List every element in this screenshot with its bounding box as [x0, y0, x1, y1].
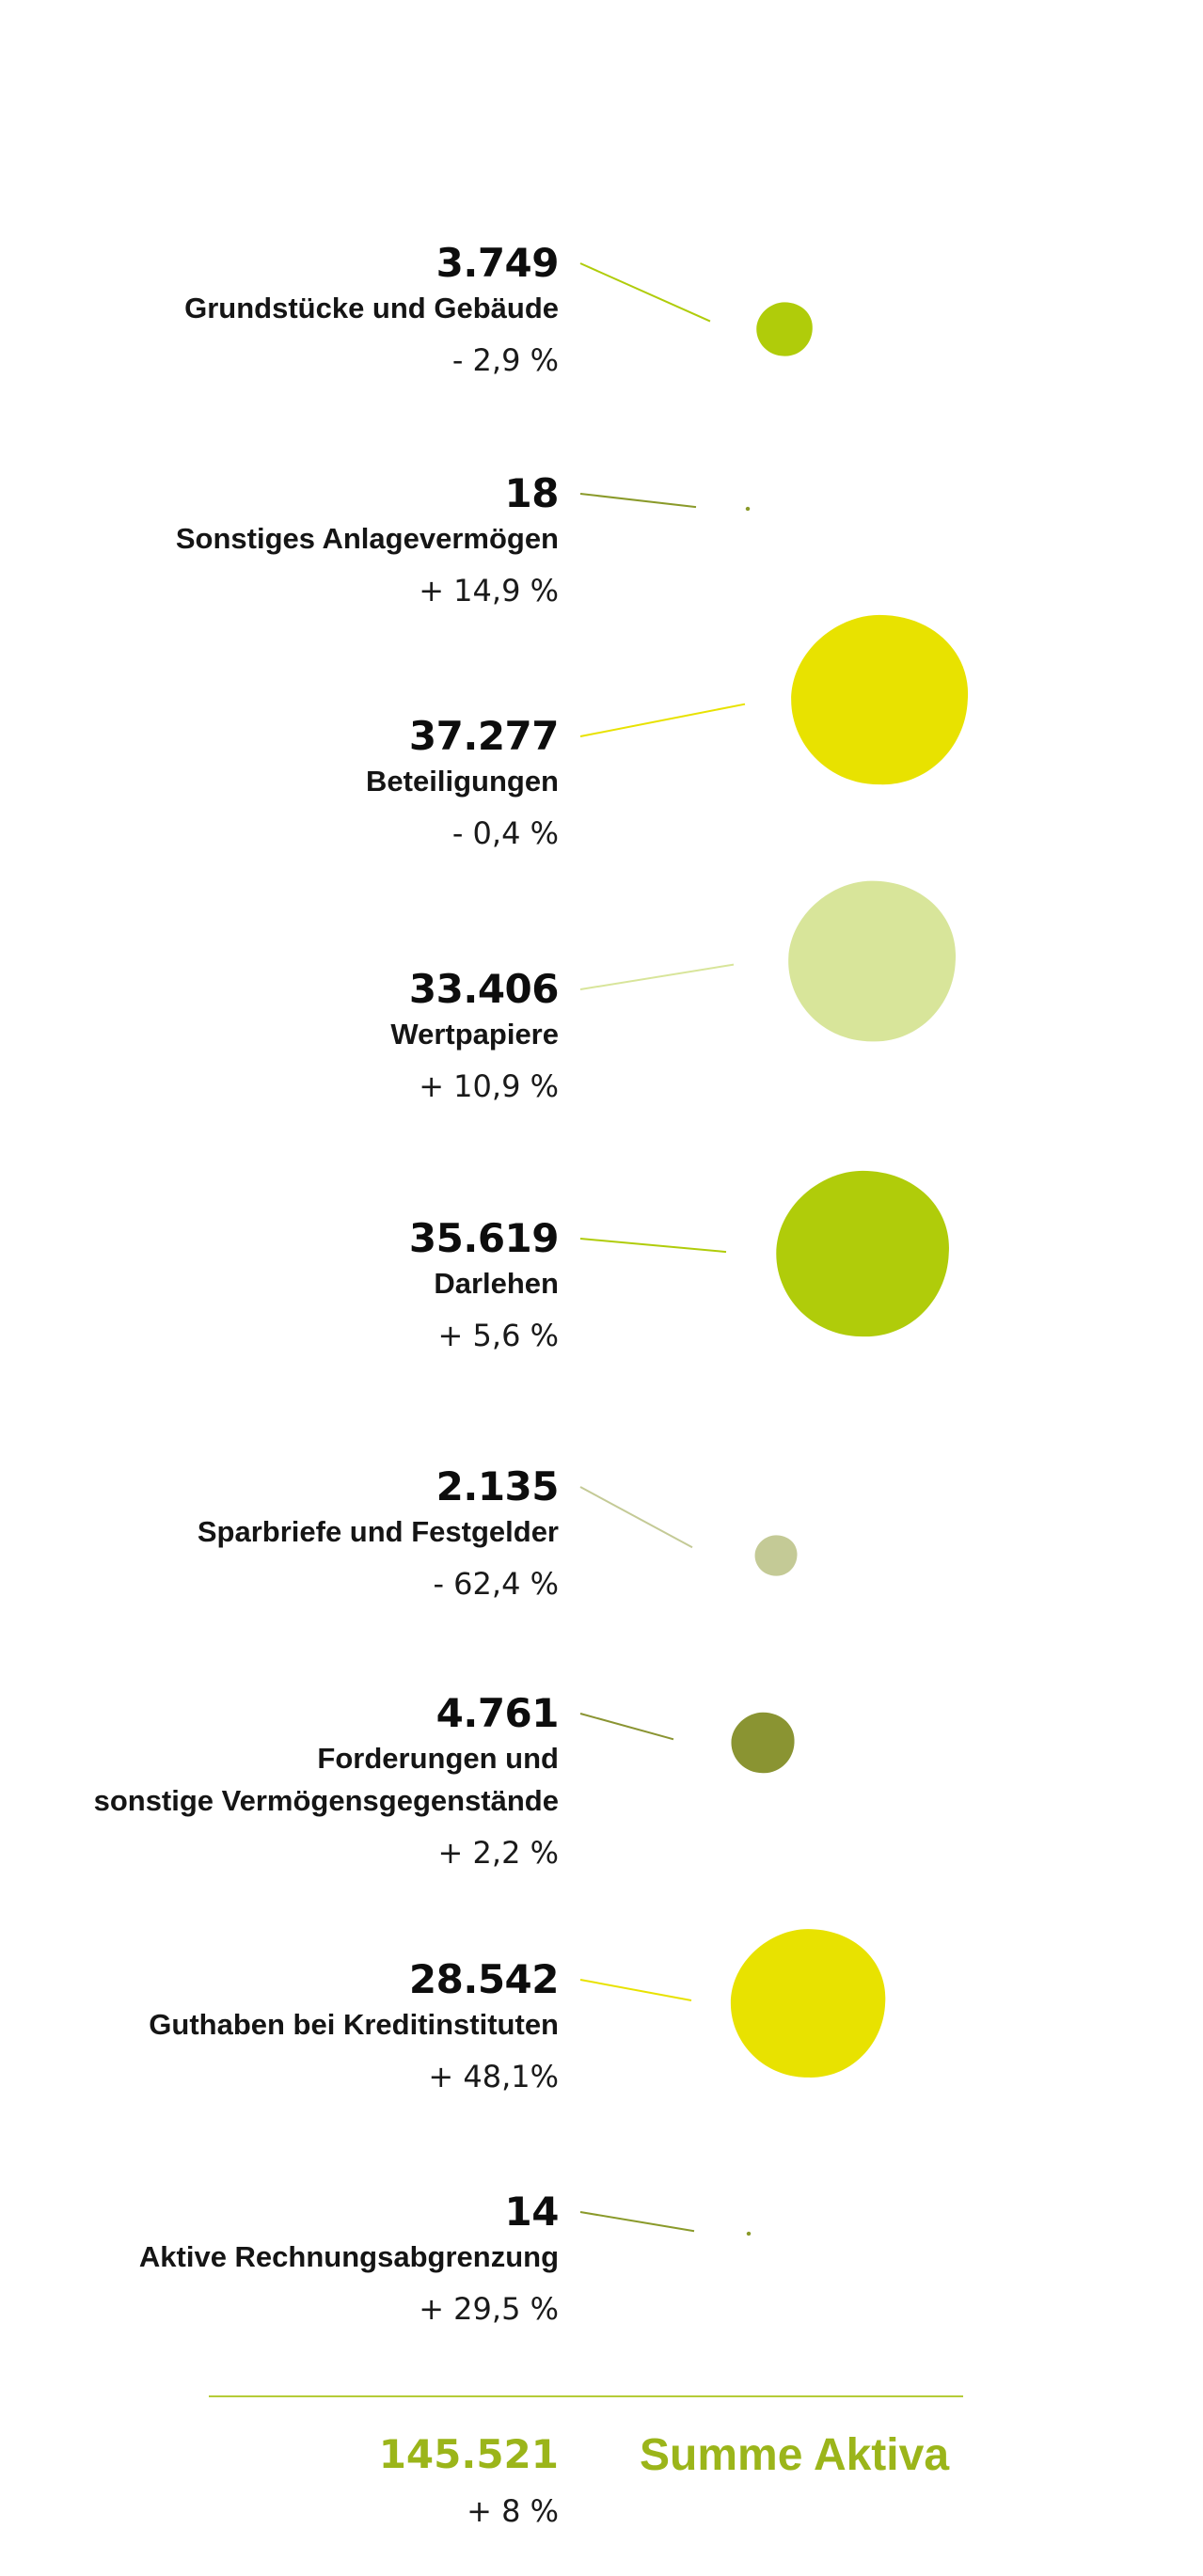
item-3 — [390, 966, 559, 1108]
item-value: 33.406 — [408, 966, 559, 1012]
item-value: 4.761 — [435, 1690, 559, 1736]
connector-line — [580, 704, 745, 736]
total-value: 145.521 — [378, 2431, 559, 2477]
item-change: - 0,4 % — [451, 815, 559, 851]
total-block — [379, 2431, 559, 2533]
item-label: Grundstücke und Gebäude — [184, 292, 559, 324]
connector-line — [580, 263, 710, 322]
connector-line — [580, 1714, 673, 1739]
total-label: Summe Aktiva — [640, 2430, 950, 2480]
total-change: + 8 % — [467, 2493, 559, 2529]
connector-lines — [580, 263, 745, 2231]
item-1 — [176, 470, 559, 612]
bubble — [755, 1535, 798, 1575]
item-5 — [198, 1463, 559, 1605]
bubble — [731, 1929, 885, 2078]
item-7 — [149, 1956, 559, 2098]
item-change: + 5,6 % — [437, 1318, 559, 1353]
bubble — [747, 2232, 751, 2236]
item-2 — [366, 713, 559, 855]
item-label: Darlehen — [434, 1267, 559, 1300]
bubbles — [731, 302, 968, 2236]
connector-line — [580, 1980, 691, 2000]
item-change: - 62,4 % — [433, 1566, 559, 1602]
connector-line — [580, 494, 696, 507]
item-change: + 2,2 % — [437, 1835, 559, 1871]
item-0 — [184, 240, 559, 382]
item-value: 37.277 — [408, 713, 559, 759]
item-change: + 10,9 % — [419, 1068, 559, 1104]
item-4 — [409, 1215, 559, 1357]
item-label: Sonstiges Anlagevermögen — [175, 522, 559, 555]
item-label: Wertpapiere — [390, 1018, 559, 1051]
item-label: Sparbriefe und Festgelder — [197, 1515, 559, 1548]
bubble — [788, 881, 956, 1042]
item-label: Aktive Rechnungsabgrenzung — [138, 2240, 559, 2273]
item-value: 3.749 — [435, 240, 559, 286]
connector-line — [580, 965, 734, 989]
item-label: Forderungen und sonstige Vermögensgegenstände — [93, 1742, 559, 1817]
item-value: 35.619 — [408, 1215, 559, 1261]
item-change: - 2,9 % — [451, 342, 559, 378]
bubble — [756, 302, 813, 356]
bubble — [791, 615, 968, 784]
item-value: 18 — [504, 470, 559, 516]
connector-line — [580, 2212, 694, 2231]
item-8 — [139, 2189, 559, 2331]
item-change: + 14,9 % — [419, 573, 559, 608]
bubble — [776, 1171, 949, 1336]
bubble — [731, 1713, 794, 1773]
connector-line — [580, 1487, 692, 1547]
item-change: + 29,5 % — [419, 2291, 559, 2327]
total-divider — [209, 2395, 963, 2397]
item-label: Beteiligungen — [366, 765, 559, 798]
item-value: 14 — [504, 2189, 559, 2235]
connector-line — [580, 1239, 726, 1252]
item-value: 28.542 — [408, 1956, 559, 2002]
item-value: 2.135 — [435, 1463, 559, 1509]
item-6 — [94, 1690, 559, 1874]
bubble — [746, 507, 750, 511]
item-change: + 48,1% — [428, 2059, 559, 2094]
item-label: Guthaben bei Kreditinstituten — [149, 2008, 559, 2041]
